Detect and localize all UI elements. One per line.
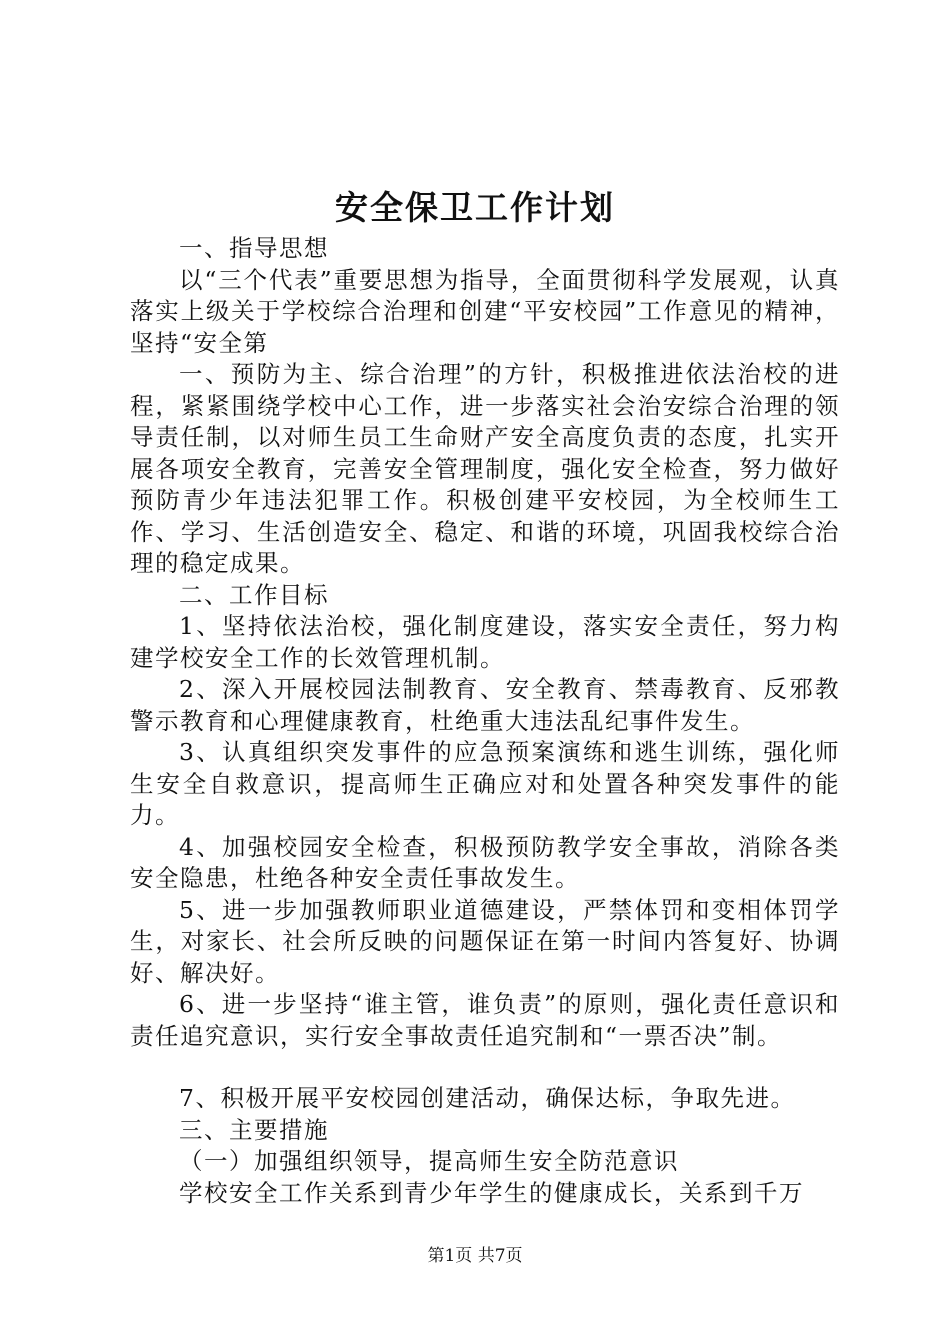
page-number-footer: 第1页 共7页: [427, 1246, 523, 1266]
goal-item: 5、进一步加强教师职业道德建设，严禁体罚和变相体罚学生，对家长、社会所反映的问题保证在第一时间内答复好、协调好、解决好。: [130, 895, 840, 987]
goal-item: 7、积极开展平安校园创建活动，确保达标，争取先进。: [179, 1084, 796, 1112]
section-heading-main-measures: 三、主要措施: [179, 1115, 329, 1144]
paragraph: 学校安全工作关系到青少年学生的健康成长，关系到千万: [179, 1178, 804, 1207]
paragraph: 一、预防为主、综合治理”的方针，积极推进依法治校的进程，紧紧围绕学校中心工作，进一步落实社会治安综合治理的领导责任制，以对师生员工生命财产安全高度负责的态度，扎实开展各项安全教育，完善安全管理制度，强化安全检查，努力做好预防青少年违法犯罪工作。积极创建平安校园，为全校师生工作、学习、生活创造安全、稳定、和谐的环境，巩固我校综合治理的稳定成果。: [130, 360, 840, 577]
goal-item: 4、加强校园安全检查，积极预防教学安全事故，消除各类安全隐患，杜绝各种安全责任事故发生。: [130, 832, 840, 892]
document-body: [130, 233, 840, 1209]
goal-item: 3、认真组织突发事件的应急预案演练和逃生训练，强化师生安全自救意识，提高师生正确应对和处置各种突发事件的能力。: [130, 738, 840, 829]
paragraph: 以“三个代表”重要思想为指导，全面贯彻科学发展观，认真落实上级关于学校综合治理和创建“平安校园”工作意见的精神，坚持“安全第: [130, 265, 840, 357]
document-title: 安全保卫工作计划: [335, 188, 615, 227]
section-heading-work-goals: 二、工作目标: [179, 580, 329, 609]
goal-item: 6、进一步坚持“谁主管，谁负责”的原则，强化责任意识和责任追究意识，实行安全事故责任追究制和“一票否决”制。: [130, 990, 840, 1050]
subsection-heading: （一）加强组织领导，提高师生安全防范意识: [179, 1147, 679, 1175]
goal-item: 2、深入开展校园法制教育、安全教育、禁毒教育、反邪教警示教育和心理健康教育，杜绝重大违法乱纪事件发生。: [130, 675, 840, 735]
section-heading-guiding-ideology: 一、指导思想: [179, 234, 329, 262]
goal-item: 1、坚持依法治校，强化制度建设，落实安全责任，努力构建学校安全工作的长效管理机制。: [130, 612, 840, 672]
